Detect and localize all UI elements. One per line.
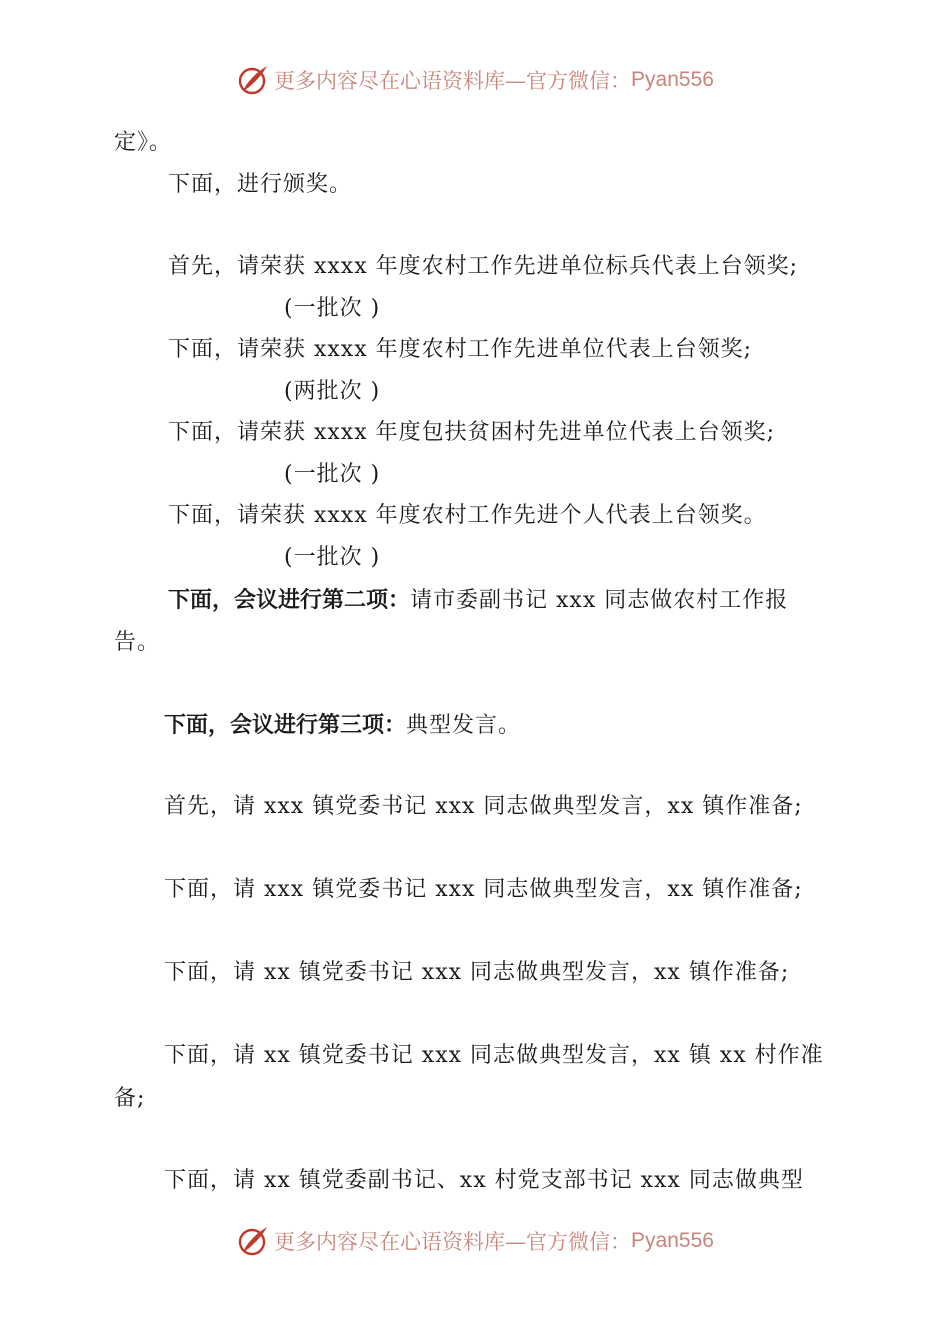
text-line: (一批次 )	[284, 462, 381, 487]
section-heading: 下面，会议进行第二项：	[168, 588, 411, 613]
text-line: 首先，请荣获 xxxx 年度农村工作先进单位标兵代表上台领奖;	[168, 254, 799, 279]
watermark-text: 更多内容尽在心语资料库—官方微信：	[274, 1230, 632, 1254]
text-line: 下面，请 xx 镇党委书记 xxx 同志做典型发言，xx 镇 xx 村作准	[164, 1043, 824, 1068]
watermark-wechat-id: Pyan556	[631, 1229, 714, 1252]
text-line: 下面，请荣获 xxxx 年度农村工作先进单位代表上台领奖;	[168, 337, 753, 362]
text-line: 下面，请 xx 镇党委副书记、xx 村党支部书记 xxx 同志做典型	[164, 1168, 804, 1193]
text-line: 定》。	[114, 130, 173, 155]
watermark-wechat-id: Pyan556	[631, 68, 714, 91]
text-line: 下面，请荣获 xxxx 年度包扶贫困村先进单位代表上台领奖;	[168, 420, 776, 445]
quill-logo-icon	[236, 63, 270, 97]
text-line: 下面，请荣获 xxxx 年度农村工作先进个人代表上台领奖。	[168, 503, 767, 528]
text-line: 告。	[114, 630, 161, 655]
text-line: (两批次 )	[284, 379, 381, 404]
watermark-banner-bottom	[0, 1219, 950, 1263]
section-heading: 下面，会议进行第三项：	[164, 713, 407, 738]
text-line: (一批次 )	[284, 296, 381, 321]
section-heading-line: 下面，会议进行第三项：典型发言。	[164, 713, 522, 738]
text-line: 首先，请 xxx 镇党委书记 xxx 同志做典型发言，xx 镇作准备;	[164, 794, 803, 819]
text-line: 下面，请 xxx 镇党委书记 xxx 同志做典型发言，xx 镇作准备;	[164, 877, 803, 902]
text-line: (一批次 )	[284, 545, 381, 570]
quill-logo-icon	[236, 1224, 270, 1258]
watermark-text: 更多内容尽在心语资料库—官方微信：	[274, 69, 632, 93]
text-line: 下面，进行颁奖。	[168, 172, 353, 197]
section-heading-line: 下面，会议进行第二项：请市委副书记 xxx 同志做农村工作报	[168, 588, 789, 613]
text-line: 下面，请 xx 镇党委书记 xxx 同志做典型发言，xx 镇作准备;	[164, 960, 790, 985]
text-line: 备;	[114, 1086, 146, 1111]
watermark-banner-top	[0, 58, 950, 102]
